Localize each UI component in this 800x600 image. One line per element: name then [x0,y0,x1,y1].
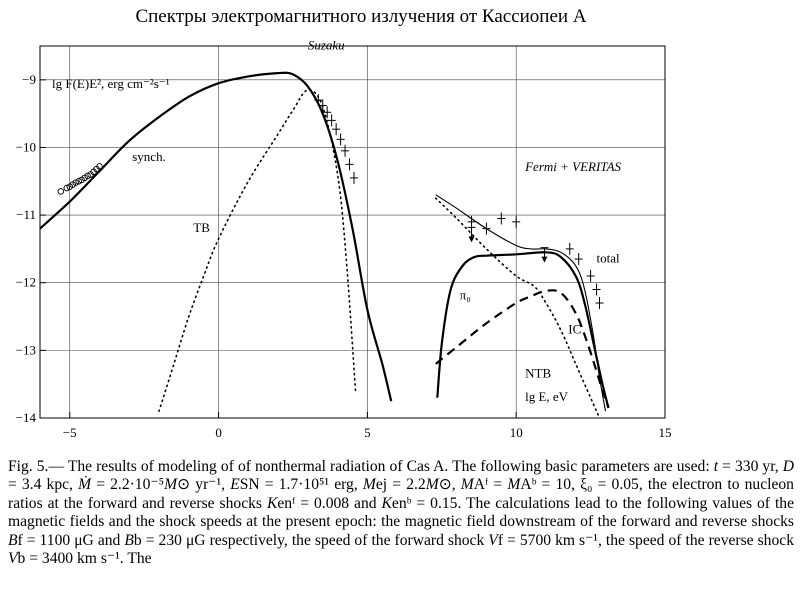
caption-run: = 330 yr, [718,458,783,475]
x-tick-label: 15 [658,425,672,440]
caption-symbol: M [507,476,521,494]
y-tick-label: −12 [15,274,36,290]
chart-annotation: Fermi + VERITAS [525,159,622,175]
data-point [468,216,476,228]
data-point [497,212,505,224]
series-line [159,90,356,411]
caption-symbol: E [230,476,240,494]
caption-text [8,458,794,568]
caption-symbol: M [362,476,376,494]
caption-run: f = 5700 km s⁻¹, the speed of the reverse shock [497,531,794,549]
caption-run: = 3.4 kpc, [8,476,79,494]
upper-limit [540,248,548,263]
y-tick-label: −9 [22,71,36,87]
chart-labels [52,37,622,404]
caption-run: ⊙, [438,476,461,494]
caption-symbol: M [164,476,178,494]
caption-symbol: K [266,494,278,512]
data-point [512,216,520,228]
data-point [341,145,349,157]
caption-run: f = 1100 μG and [17,531,125,549]
x-tick-label: 5 [364,425,371,440]
y-tick-label: −14 [15,410,36,425]
chart-series [40,73,609,418]
caption-symbol: K [381,494,392,512]
data-point [350,172,358,184]
data-point [58,189,64,195]
x-tick-label: 10 [509,425,523,440]
y-axis-label: lg F(E)E², erg cm⁻²s⁻¹ [52,76,170,91]
caption-symbol: M [460,476,474,494]
caption-run: ⊙ yr⁻¹, [177,476,231,494]
caption-run: = 2.2·10⁻⁵ [91,476,165,494]
upper-limit-arrow [541,257,547,263]
caption-run: b = 3400 km s⁻¹. The [17,550,152,568]
data-point [575,253,583,265]
data-point [482,223,490,235]
caption-run: b = 230 μG respectively, the speed of the forward shock [133,531,489,549]
data-point [587,270,595,282]
figure-caption [8,458,794,568]
chart-annotation: π₀ [459,287,471,303]
series-line [40,73,391,401]
chart-annotation: synch. [132,148,166,164]
series-line [437,252,608,408]
series-line [436,198,600,418]
caption-symbol: V [8,550,18,568]
chart-annotation: TB [193,220,210,235]
caption-run: enᵇ = 0.15. The calculations lead to the following values of the magnetic fields and the shock speeds at the present epoch: the magnetic field downstream of the forward and reverse shocks [8,494,794,531]
caption-symbol: D [782,458,795,475]
caption-run: Aᵇ = 10, ξ₀ = 0.05, the electron to nucleon ratios at the forward and reverse shocks [8,476,794,512]
data-point [328,114,336,126]
caption-run: Aᶠ = [473,476,508,494]
upper-limit-arrow [469,236,475,242]
series-line [436,195,606,411]
y-tick-label: −11 [16,207,36,223]
chart-axes [16,46,672,440]
data-point [332,123,340,135]
data-point [337,133,345,145]
caption-symbol: V [488,531,498,549]
data-point [346,158,354,170]
chart-annotation: lg E, eV [525,389,569,405]
series-line [436,287,609,408]
caption-run: ej = 2.2 [375,476,426,494]
upper-limit [468,227,476,242]
chart-annotation: IC [568,321,582,337]
data-point [596,297,604,309]
data-point [314,94,322,106]
caption-run: Fig. 5.— The results of modeling of of nonthermal radiation of Cas A. The following basic parameters are used: [8,458,714,475]
caption-run: enᶠ = 0.008 and [277,494,382,512]
caption-symbol: t [713,458,719,475]
slide-title: Спектры электромагнитного излучения от Кассиопеи А [135,6,587,27]
caption-symbol: M [425,476,439,494]
chart-annotation: total [596,250,620,266]
x-tick-label: 0 [215,425,222,440]
caption-symbol: Ṁ [78,476,92,494]
chart-annotation: Suzaku [307,37,345,53]
chart-observations [58,94,603,309]
chart-annotation: NTB [525,365,552,381]
caption-run: SN = 1.7·10⁵¹ erg, [239,476,363,494]
y-tick-label: −13 [15,342,36,358]
data-point [566,243,574,255]
data-point [593,283,601,295]
x-tick-label: −5 [62,425,77,440]
y-tick-label: −10 [15,139,36,155]
caption-symbol: B [124,531,134,549]
caption-symbol: B [8,531,18,549]
